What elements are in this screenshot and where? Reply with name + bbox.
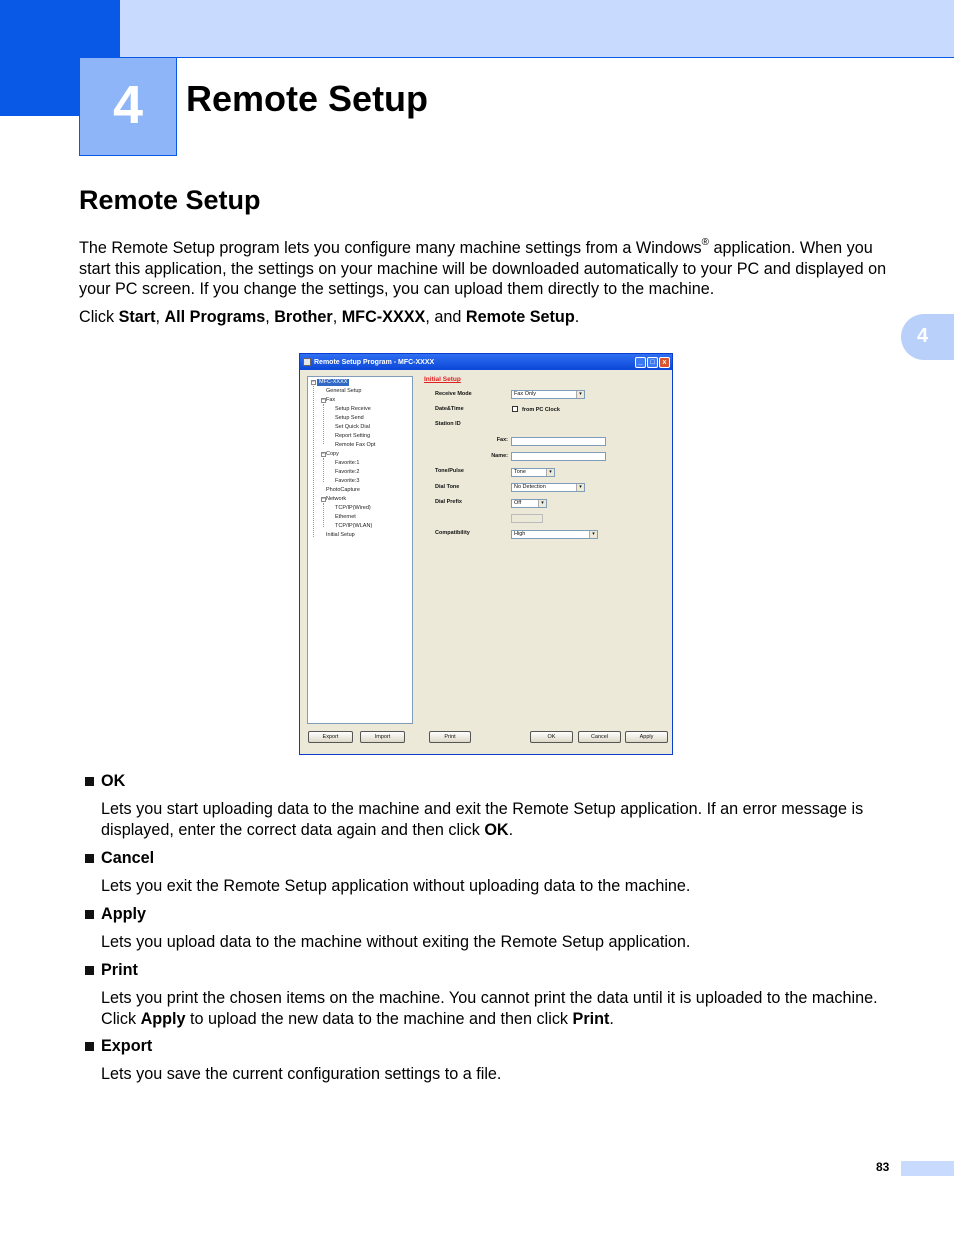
- dial-prefix-select[interactable]: Off ▾: [511, 499, 547, 508]
- tree-collapse-icon[interactable]: −: [322, 397, 325, 403]
- chapter-number-box: 4: [79, 58, 177, 156]
- cancel-button[interactable]: Cancel: [578, 731, 621, 743]
- station-id-label: Station ID: [435, 421, 461, 427]
- dial-tone-select[interactable]: No Detection ▾: [511, 483, 585, 492]
- settings-tree[interactable]: [307, 376, 413, 724]
- tree-node-remote-fax-opt[interactable]: Remote Fax Opt: [335, 442, 376, 448]
- registered-mark: ®: [701, 237, 709, 248]
- bullet-print-desc: Lets you print the chosen items on the machine. You cannot print the data until it is uploaded to the machine. Click Apply to upload the new data to the machine and then click Print.: [101, 989, 878, 1028]
- intro-paragraph: The Remote Setup program lets you configure many machine settings from a Windows® application. When you start this application, the settings on your machine will be downloaded automatically to your PC and displayed on your PC screen. If you change the settings, you can upload them directly to the machine.: [79, 237, 887, 298]
- bullet-print: Print: [85, 961, 138, 980]
- name-label: Name:: [491, 453, 508, 459]
- app-icon: [303, 358, 311, 366]
- minimize-button[interactable]: _: [635, 357, 646, 368]
- bullet-apply: Apply: [85, 905, 146, 924]
- ok-button[interactable]: OK: [530, 731, 573, 743]
- page-number: 83: [876, 1160, 890, 1174]
- window-titlebar: [300, 354, 672, 370]
- compatibility-label: Compatibility: [435, 530, 470, 536]
- dial-prefix-label: Dial Prefix: [435, 499, 462, 505]
- from-pc-clock-label: from PC Clock: [522, 407, 560, 413]
- window-title: Remote Setup Program - MFC-XXXX: [314, 358, 435, 366]
- import-button[interactable]: Import: [360, 731, 405, 743]
- tree-node-ethernet[interactable]: Ethernet: [335, 514, 356, 520]
- tree-collapse-icon[interactable]: −: [322, 496, 325, 502]
- from-pc-clock-checkbox[interactable]: [512, 406, 518, 412]
- bullet-ok-desc: Lets you start uploading data to the machine and exit the Remote Setup application. If an error message is displayed, enter the correct data again and then click OK.: [101, 800, 864, 839]
- bullet-square-icon: [85, 777, 94, 786]
- tree-node-setup-receive[interactable]: Setup Receive: [335, 406, 371, 412]
- chevron-down-icon: ▾: [546, 469, 554, 476]
- tree-node-favorite-2[interactable]: Favorite:2: [335, 469, 360, 475]
- chevron-down-icon: ▾: [576, 484, 584, 491]
- tone-pulse-select[interactable]: Tone ▾: [511, 468, 555, 477]
- chapter-title: Remote Setup: [186, 78, 429, 119]
- bullet-square-icon: [85, 910, 94, 919]
- date-time-label: Date&Time: [435, 406, 464, 412]
- page-number-bar: [901, 1161, 954, 1176]
- compatibility-select[interactable]: High ▾: [511, 530, 598, 539]
- click-instruction: Click Start, All Programs, Brother, MFC-XXXX, and Remote Setup.: [79, 308, 580, 326]
- dial-prefix-input: [511, 514, 543, 523]
- apply-button[interactable]: Apply: [625, 731, 668, 743]
- tree-line: [323, 458, 324, 482]
- tree-node-tcpip-wired[interactable]: TCP/IP(Wired): [335, 505, 371, 511]
- close-button[interactable]: x: [659, 357, 670, 368]
- tree-line: [313, 383, 314, 537]
- bullet-cancel: Cancel: [85, 849, 154, 868]
- bullet-export-desc: Lets you save the current configuration settings to a file.: [101, 1065, 502, 1083]
- dial-tone-label: Dial Tone: [435, 484, 460, 490]
- chevron-down-icon: ▾: [576, 391, 584, 398]
- tree-collapse-icon[interactable]: −: [312, 379, 315, 385]
- bullet-square-icon: [85, 966, 94, 975]
- tree-node-fax[interactable]: Fax: [326, 397, 336, 403]
- tree-node-copy[interactable]: Copy: [326, 451, 339, 457]
- tree-node-favorite-1[interactable]: Favorite:1: [335, 460, 360, 466]
- maximize-button[interactable]: □: [647, 357, 658, 368]
- chapter-side-tab: 4: [901, 314, 954, 360]
- bullet-export: Export: [85, 1037, 152, 1056]
- pane-title: Initial Setup: [424, 376, 461, 383]
- tree-line: [323, 503, 324, 527]
- fax-label: Fax:: [496, 437, 508, 443]
- station-name-input[interactable]: [511, 452, 606, 461]
- tree-node-photocapture[interactable]: PhotoCapture: [326, 487, 360, 493]
- bullet-cancel-desc: Lets you exit the Remote Setup application without uploading data to the machine.: [101, 877, 691, 895]
- bullet-square-icon: [85, 854, 94, 863]
- export-button[interactable]: Export: [308, 731, 353, 743]
- tree-node-favorite-3[interactable]: Favorite:3: [335, 478, 360, 484]
- tone-pulse-label: Tone/Pulse: [435, 468, 464, 474]
- tree-node-network[interactable]: Network: [326, 496, 347, 502]
- receive-mode-select[interactable]: Fax Only ▾: [511, 390, 585, 399]
- tree-node-root[interactable]: MFC-XXXX: [319, 379, 348, 385]
- print-button[interactable]: Print: [429, 731, 471, 743]
- tree-node-general-setup[interactable]: General Setup: [326, 388, 362, 394]
- header-light-band: [120, 0, 954, 58]
- bullet-square-icon: [85, 1042, 94, 1051]
- station-fax-input[interactable]: [511, 437, 606, 446]
- tree-line: [323, 404, 324, 444]
- tree-node-initial-setup[interactable]: Initial Setup: [326, 532, 355, 538]
- tree-node-setup-send[interactable]: Setup Send: [335, 415, 364, 421]
- tree-node-set-quick-dial[interactable]: Set Quick Dial: [335, 424, 370, 430]
- tree-collapse-icon[interactable]: −: [322, 451, 325, 457]
- tree-node-tcpip-wlan[interactable]: TCP/IP(WLAN): [335, 523, 373, 529]
- receive-mode-label: Receive Mode: [435, 391, 472, 397]
- tree-node-report-setting[interactable]: Report Setting: [335, 433, 371, 439]
- chevron-down-icon: ▾: [589, 531, 597, 538]
- chevron-down-icon: ▾: [538, 500, 546, 507]
- remote-setup-window: [299, 353, 673, 755]
- bullet-ok: OK: [85, 772, 125, 791]
- section-title: Remote Setup: [79, 185, 261, 215]
- bullet-apply-desc: Lets you upload data to the machine without exiting the Remote Setup application.: [101, 933, 691, 951]
